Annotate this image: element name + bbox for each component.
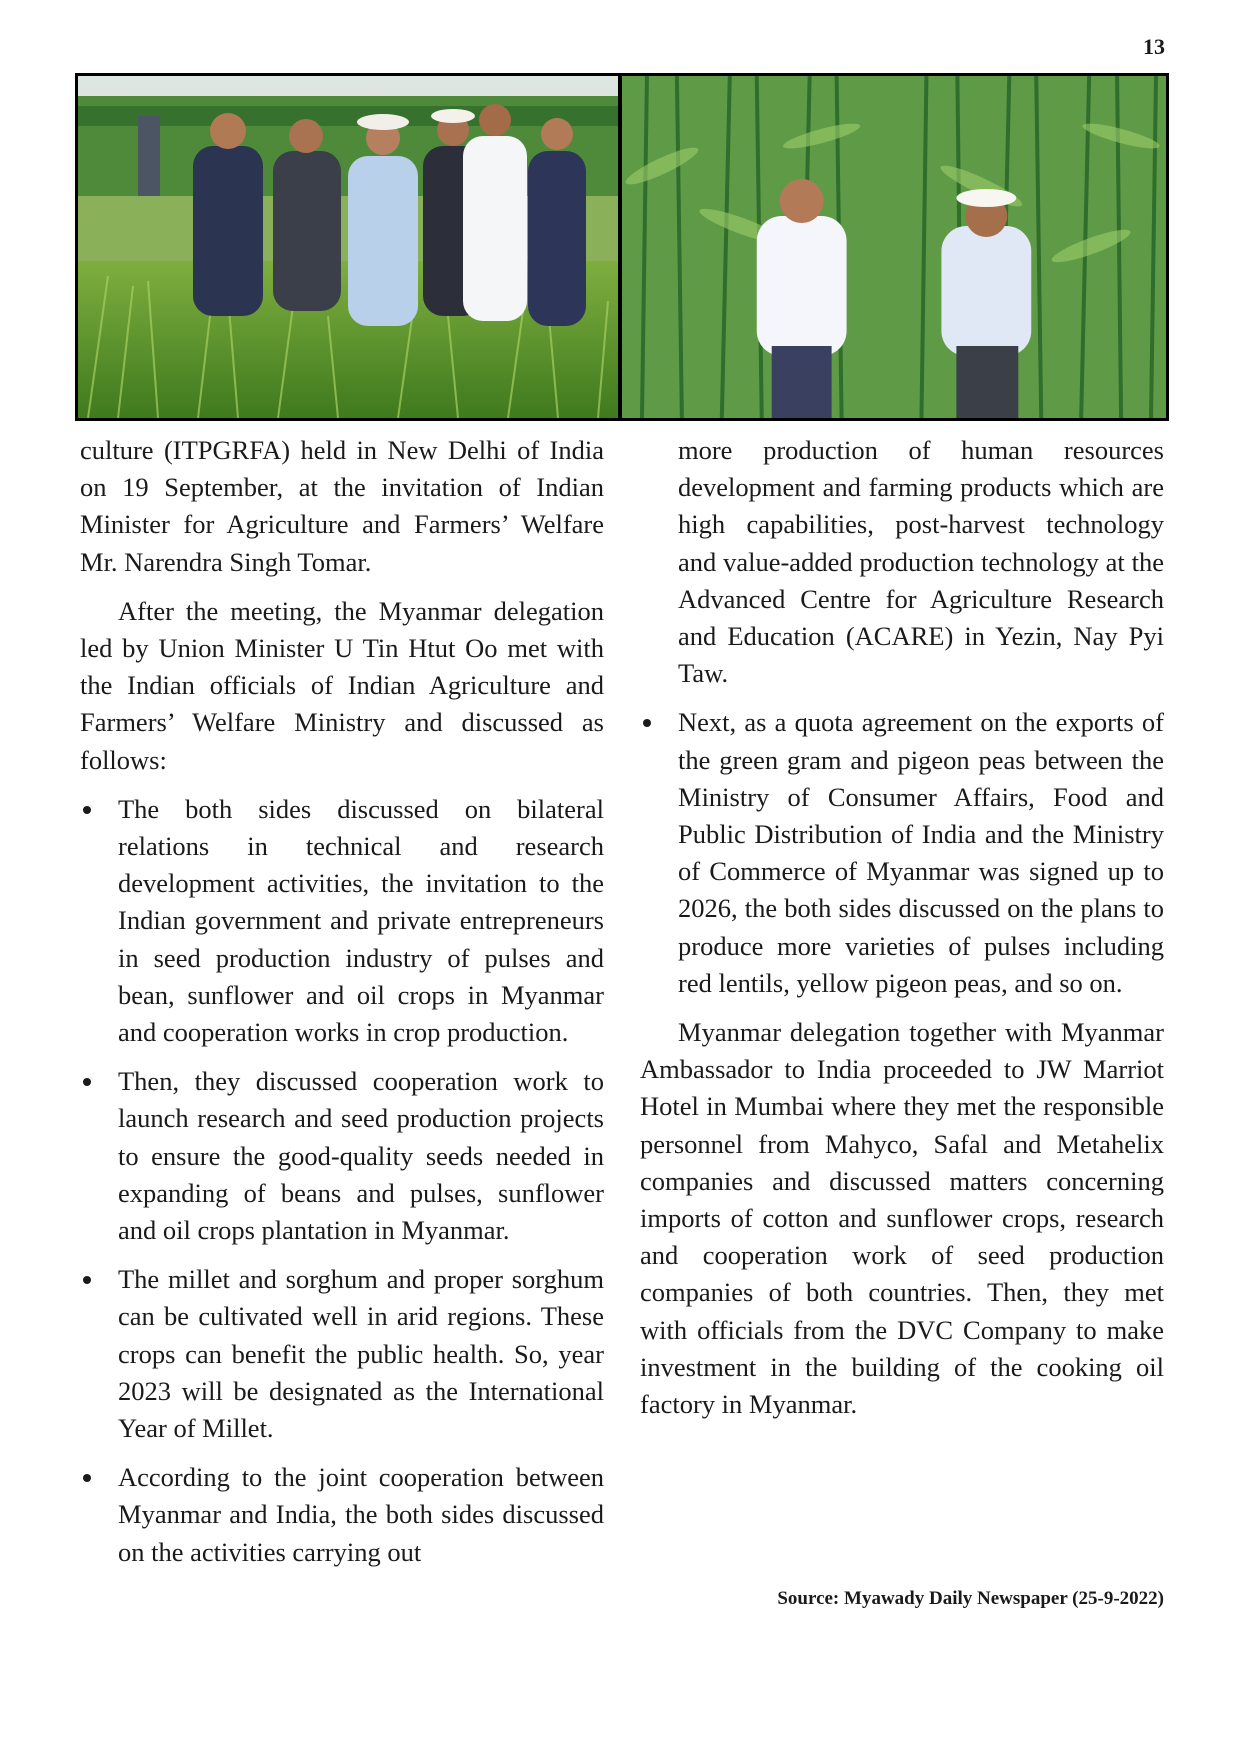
bullet-list	[80, 791, 604, 1571]
bullet-item: According to the joint cooperation between Myanmar and India, the both sides discussed on the activities carrying out	[80, 1459, 604, 1571]
bullet-item: The millet and sorghum and proper sorghum can be cultivated well in arid regions. These crops can benefit the public health. So, year 2023 will be designated as the International Year of Millet.	[80, 1261, 604, 1447]
photo-strip	[75, 73, 1169, 421]
left-column	[80, 432, 604, 1583]
bullet-item-continuation	[640, 432, 1164, 692]
bullet-item: Next, as a quota agreement on the exports of the green gram and pigeon peas between the Ministry of Consumer Affairs, Food and Public Distribution of India and the Ministry of Commerce of Myanmar was signed up to 2026, the both sides discussed on the plans to produce more varieties of pulses including red lentils, yellow pigeon peas, and so on.	[640, 704, 1164, 1002]
delegation-field-photo	[78, 76, 622, 418]
source-citation: Source: Myawady Daily Newspaper (25-9-2022)	[777, 1588, 1164, 1609]
paragraph: culture (ITPGRFA) held in New Delhi of India on 19 September, at the invitation of Indian Minister for Agriculture and Farmers’ Welfare Mr. Narendra Singh Tomar.	[80, 435, 604, 577]
millet-field-photo	[622, 76, 1166, 418]
bullet-item: The both sides discussed on bilateral relations in technical and research development activities, the invitation to the Indian government and private entrepreneurs in seed production industry of pulses and bean, sunflower and oil crops in Myanmar and cooperation works in crop production.	[80, 791, 604, 1051]
bullet-item: Then, they discussed cooperation work to launch research and seed production projects to ensure the good-quality seeds needed in expanding of beans and pulses, sunflower and oil crops plantation in Myanmar.	[80, 1063, 604, 1249]
paragraph: After the meeting, the Myanmar delegation led by Union Minister U Tin Htut Oo met with the Indian officials of Indian Agriculture and Farmers’ Welfare Ministry and discussed as follows:	[80, 595, 604, 775]
page-number: 13	[1143, 34, 1165, 59]
paragraph: Myanmar delegation together with Myanmar Ambassador to India proceeded to JW Marriot Hotel in Mumbai where they met the responsible personnel from Mahyco, Safal and Metahelix companies and discussed matters concerning imports of cotton and sunflower crops, research and cooperation work of seed production companies of both countries. Then, they met with officials from the DVC Company to make investment in the building of the cooking oil factory in Myanmar.	[640, 1017, 1164, 1420]
bullet-text: more production of human resources development and farming products which are high capabilities, post-harvest technology and value-added production technology at the Advanced Centre for Agriculture Research and Education (ACARE) in Yezin, Nay Pyi Taw.	[678, 435, 1164, 689]
right-column	[640, 432, 1164, 1435]
bullet-list	[640, 432, 1164, 1002]
